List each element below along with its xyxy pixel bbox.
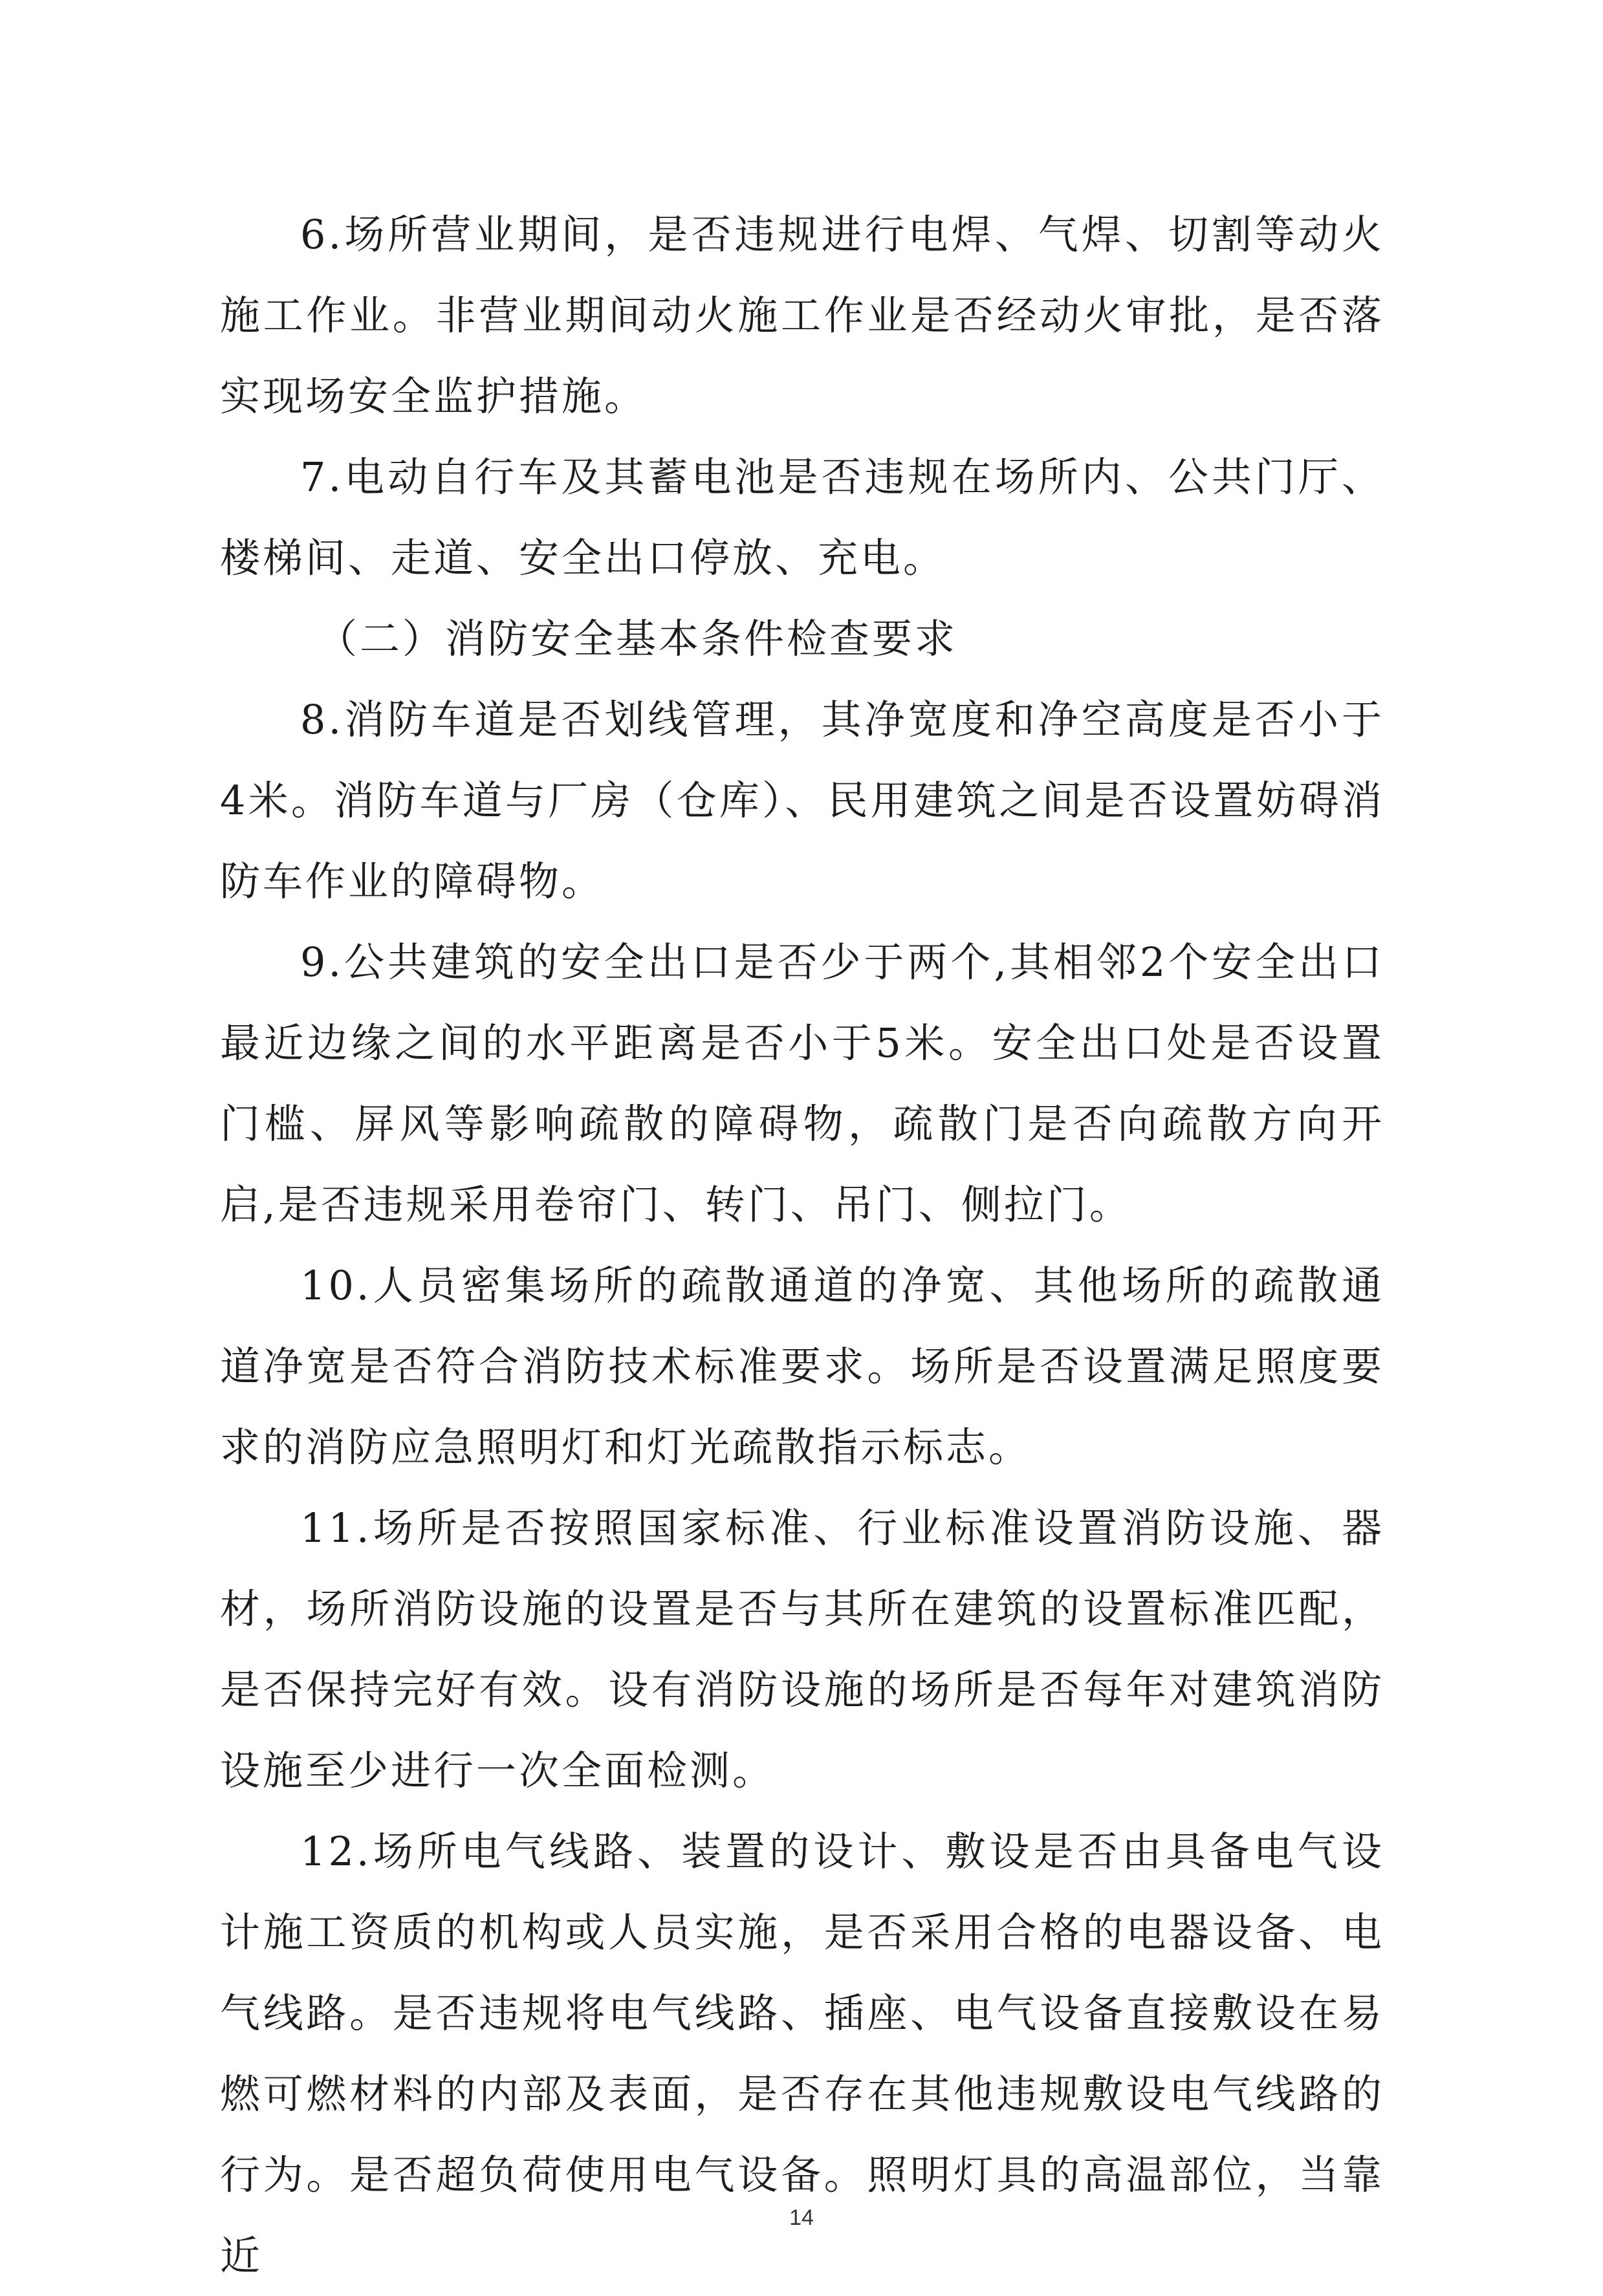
paragraph-item-12: 12.场所电气线路、装置的设计、敷设是否由具备电气设计施工资质的机构或人员实施，是否采用合格的电器设备、电气线路。是否违规将电气线路、插座、电气设备直接敷设在易燃可燃材料的内部及表面，是否存在其他违规敷设电气线路的行为。是否超负荷使用电气设备。照明灯具的高温部位，当靠近 [220, 1828, 1384, 2279]
paragraph-item-6: 6.场所营业期间，是否违规进行电焊、气焊、切割等动火施工作业。非营业期间动火施工作业是否经动火审批，是否落实现场安全监护措施。 [220, 211, 1384, 420]
section-heading: （二）消防安全基本条件检查要求 [317, 615, 958, 662]
page-number: 14 [789, 2205, 814, 2230]
document-body [220, 194, 1384, 2296]
paragraph-item-11: 11.场所是否按照国家标准、行业标准设置消防设施、器材，场所消防设施的设置是否与其所在建筑的设置标准匹配，是否保持完好有效。设有消防设施的场所是否每年对建筑消防设施至少进行一次全面检测。 [220, 1504, 1384, 1794]
paragraph-item-10: 10.人员密集场所的疏散通道的净宽、其他场所的疏散通道净宽是否符合消防技术标准要求。场所是否设置满足照度要求的消防应急照明灯和灯光疏散指示标志。 [220, 1262, 1384, 1471]
paragraph-item-9: 9.公共建筑的安全出口是否少于两个,其相邻2个安全出口最近边缘之间的水平距离是否小于5米。安全出口处是否设置门槛、屏风等影响疏散的障碍物，疏散门是否向疏散方向开启,是否违规采用卷帘门、转门、吊门、侧拉门。 [220, 938, 1384, 1228]
paragraph-item-7: 7.电动自行车及其蓄电池是否违规在场所内、公共门厅、楼梯间、走道、安全出口停放、充电。 [220, 453, 1384, 581]
paragraph-item-8: 8.消防车道是否划线管理，其净宽度和净空高度是否小于4米。消防车道与厂房（仓库）、民用建筑之间是否设置妨碍消防车作业的障碍物。 [220, 696, 1384, 905]
